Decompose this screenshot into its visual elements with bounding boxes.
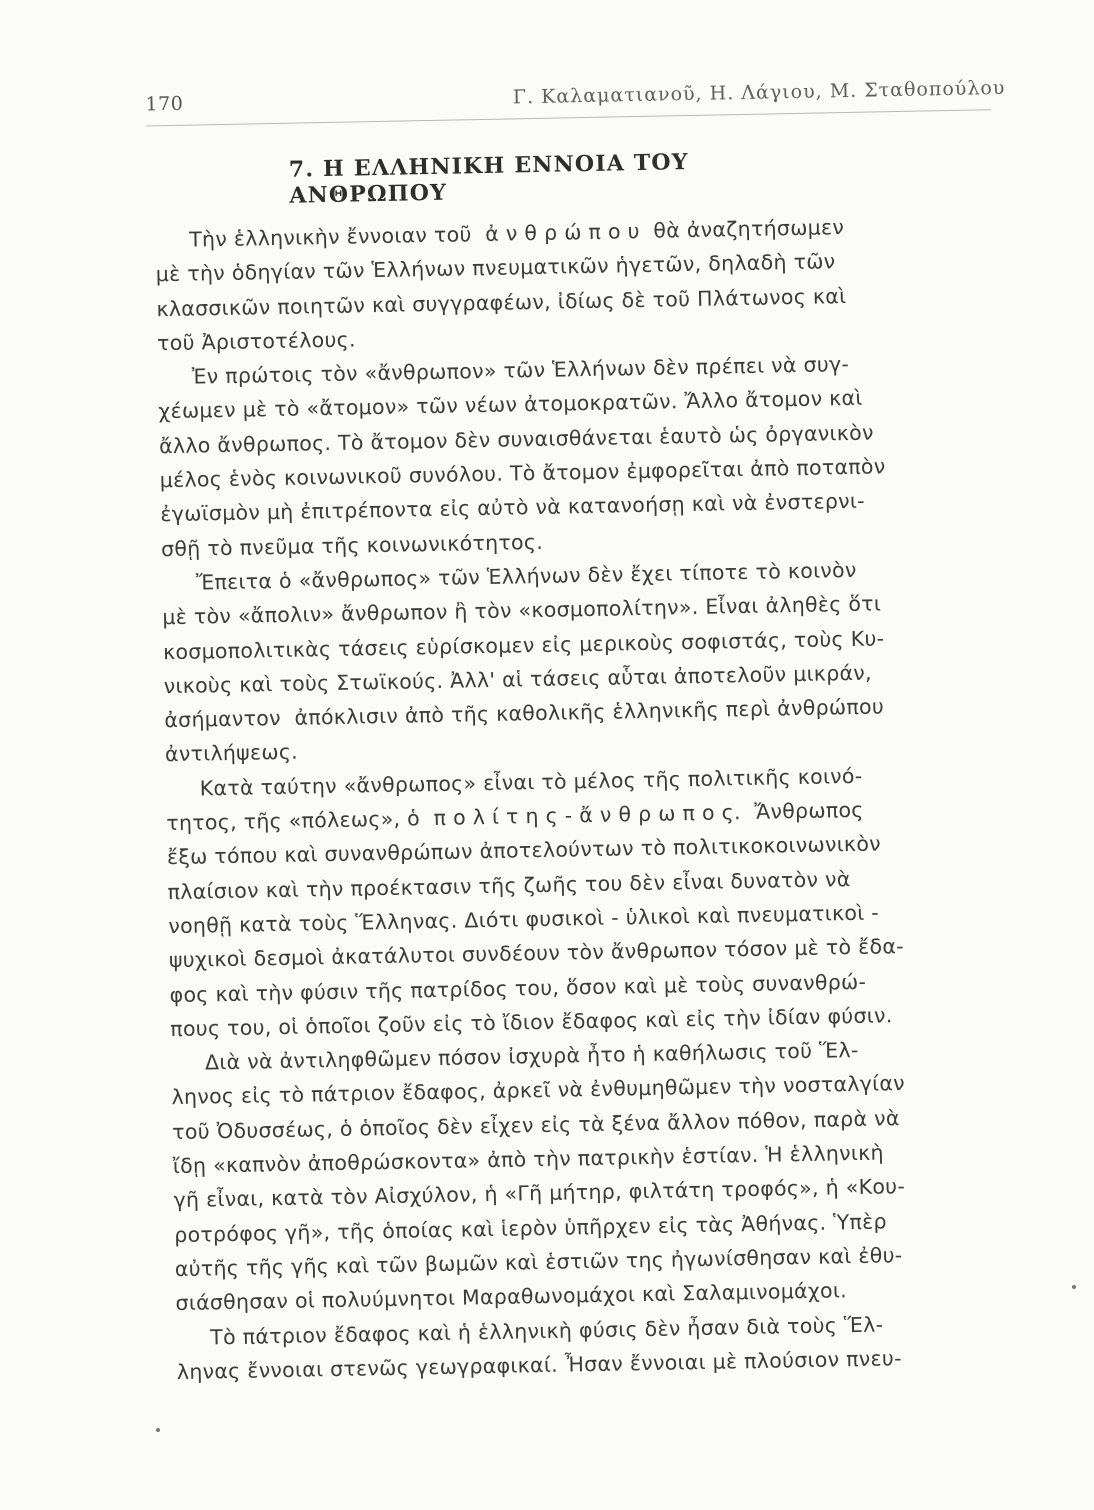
text-line: ἐγωϊσμὸν μὴ ἐπιτρέποντα εἰς αὐτὸ νὰ κατανοήσῃ καὶ νὰ ἐνστερνι- — [160, 489, 866, 527]
text-line: νικοὺς καὶ τοὺς Στωϊκούς. Ἀλλ' αἱ τάσεις αὗται ἀποτελοῦν μικράν, — [163, 660, 873, 699]
text-line: Διὰ νὰ ἀντιληφθῶμεν πόσον ἰσχυρὰ ἦτο ἡ καθήλωσις τοῦ Ἕλ- — [170, 1038, 859, 1076]
scan-speck — [156, 1428, 160, 1432]
running-head-authors: Γ. Καλαματιανοῦ, Η. Λάγιου, Μ. Σταθοπούλου — [512, 76, 1006, 109]
text-line: ἀσήμαντον ἀπόκλισιν ἀπὸ τῆς καθολικῆς ἑλληνικῆς περὶ ἀνθρώπου — [164, 694, 885, 733]
text-line: μὲ τὸν «ἄπολιν» ἄνθρωπον ἢ τὸν «κοσμοπολίτην». Εἶναι ἀληθὲς ὅτι — [162, 591, 882, 630]
text-line: ἴδῃ «καπνὸν ἀποθρώσκοντα» ἀπὸ τὴν πατρικὴν ἑστίαν. Ἡ ἑλληνικὴ — [172, 1140, 885, 1179]
text-line: μέλος ἑνὸς κοινωνικοῦ συνόλου. Τὸ ἄτομον ἐμφορεῖται ἀπὸ ποταπὸν — [159, 454, 886, 493]
text-line: ἄλλο ἄνθρωπος. Τὸ ἄτομον δὲν συναισθάνεται ἑαυτὸ ὡς ὀργανικὸν — [158, 420, 874, 459]
page-number: 170 — [145, 92, 184, 116]
text-line: κοσμοπολιτικὰς τάσεις εὑρίσκομεν εἰς μερικοὺς σοφιστάς, τοὺς Κυ- — [162, 625, 885, 664]
text-line: ροτρόφος γῆ», τῆς ὁποίας καὶ ἱερὸν ὑπῆρχεν εἰς τὰς Ἀθήνας. Ὑπὲρ — [174, 1209, 888, 1247]
text-line: τητος, τῆς «πόλεως», ὁ π ο λ ί τ η ς - ἄ ν θ ρ ω π ο ς. Ἄνθρωπος — [166, 797, 864, 836]
body-text — [155, 207, 1015, 1389]
text-line: φος καὶ τὴν φύσιν τῆς πατρίδος του, ὅσον καὶ μὲ τοὺς συνανθρώ- — [169, 969, 867, 1007]
text-line: γῆ εἶναι, κατὰ τὸν Αἰσχύλον, ἡ «Γῆ μήτηρ, φιλτάτη τροφός», ἡ «Κου- — [173, 1174, 906, 1213]
text-line: ἀντιλήψεως. — [164, 740, 299, 767]
text-line: κλασσικῶν ποιητῶν καὶ συγγραφέων, ἰδίως δὲ τοῦ Πλάτωνος καὶ — [156, 283, 847, 321]
text-line: ψυχικοὶ δεσμοὶ ἀκατάλυτοι συνδέουν τὸν ἄνθρωπον τόσον μὲ τὸ ἔδα- — [168, 934, 905, 973]
text-line: πλαίσιον καὶ τὴν προέκτασιν τῆς ζωῆς του δὲν εἶναι δυνατὸν νὰ — [167, 866, 851, 904]
text-line: αὐτῆς τῆς γῆς καὶ τῶν βωμῶν καὶ ἑστιῶν της ἠγωνίσθησαν καὶ ἐθυ- — [174, 1243, 903, 1282]
text-line: Κατὰ ταύτην «ἄνθρωπος» εἶναι τὸ μέλος τῆς πολιτικῆς κοινό- — [165, 763, 863, 801]
text-line: Ἔπειτα ὁ «ἄνθρωπος» τῶν Ἑλλήνων δὲν ἔχει τίποτε τὸ κοινὸν — [161, 557, 857, 596]
text-line: Τὴν ἑλληνικὴν ἔννοιαν τοῦ ἀ ν θ ρ ώ π ο υ θὰ ἀναζητήσωμεν — [154, 215, 845, 253]
text-line: ληνας ἔννοιαι στενῶς γεωγραφικαί. Ἦσαν ἔννοιαι μὲ πλούσιον πνευ- — [176, 1345, 903, 1384]
text-line: πους του, οἱ ὁποῖοι ζοῦν εἰς τὸ ἴδιον ἔδαφος καὶ εἰς τὴν ἰδίαν φύσιν. — [170, 1003, 893, 1041]
scan-speck — [1072, 1285, 1076, 1289]
text-line: σθῇ τὸ πνεῦμα τῆς κοινωνικότητος. — [160, 529, 544, 561]
text-line: τοῦ Ἀριστοτέλους. — [156, 327, 357, 356]
text-line: Ἐν πρώτοις τὸν «ἄνθρωπον» τῶν Ἑλλήνων δὲν πρέπει νὰ συγ- — [157, 352, 850, 390]
text-line: νοηθῇ κατὰ τοὺς Ἕλληνας. Διότι φυσικοὶ - ὑλικοὶ καὶ πνευματικοὶ - — [168, 900, 880, 939]
text-line: χέωμεν μὲ τὸ «ἄτομον» τῶν νέων ἀτομοκρατῶν. Ἄλλο ἄτομον καὶ — [158, 386, 863, 424]
chapter-title: 7. Η ΕΛΛΗΝΙΚΗ ΕΝΝΟΙΑ ΤΟΥ ΑΝΘΡΩΠΟΥ — [288, 149, 689, 209]
text-line: ἔξω τόπου καὶ συνανθρώπων ἀποτελούντων τὸ πολιτικοκοινωνικὸν — [166, 831, 882, 870]
text-line: μὲ τὴν ὁδηγίαν τῶν Ἑλλήνων πνευματικῶν ἡγετῶν, δηλαδὴ τῶν — [155, 249, 836, 287]
text-line: Τὸ πάτριον ἔδαφος καὶ ἡ ἑλληνικὴ φύσις δὲν ἦσαν διὰ τοὺς Ἕλ- — [175, 1312, 884, 1350]
text-line: τοῦ Ὀδυσσέως, ὁ ὁποῖος δὲν εἶχεν εἰς τὰ ξένα ἄλλον πόθον, παρὰ νὰ — [172, 1105, 900, 1144]
text-line: ληνος εἰς τὸ πάτριον ἔδαφος, ἀρκεῖ νὰ ἐνθυμηθῶμεν τὴν νοσταλγίαν — [171, 1071, 906, 1110]
text-line: σιάσθησαν οἱ πολυύμνητοι Μαραθωνομάχοι καὶ Σαλαμινομάχοι. — [175, 1278, 848, 1316]
